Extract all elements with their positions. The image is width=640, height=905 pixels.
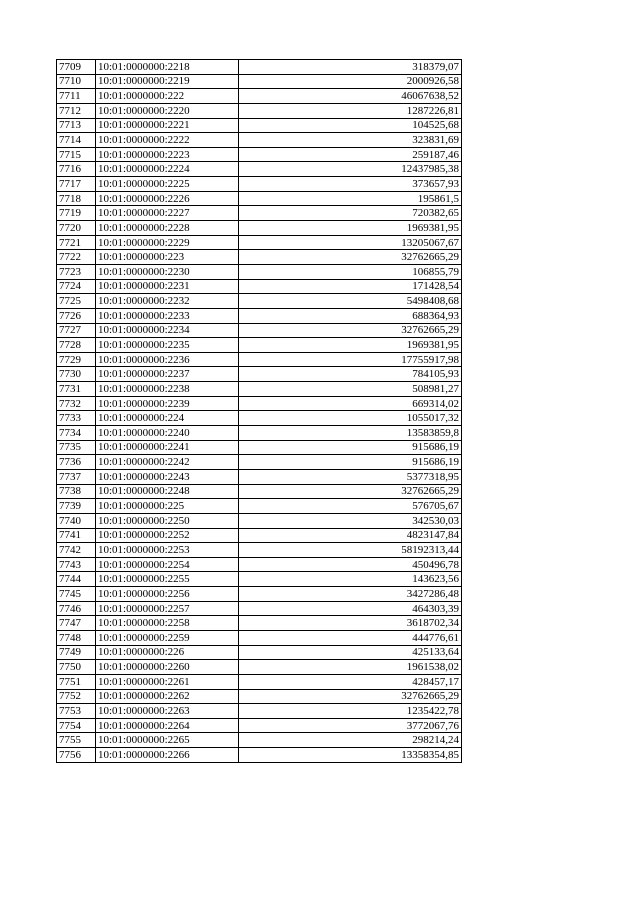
value-cell: 13583859,8 bbox=[239, 426, 462, 441]
table-row bbox=[57, 221, 462, 236]
value-cell: 508981,27 bbox=[239, 382, 462, 397]
row-number-cell: 7713 bbox=[57, 118, 96, 133]
table-row bbox=[57, 250, 462, 265]
table-row bbox=[57, 557, 462, 572]
cadastral-number-cell: 10:01:0000000:2264 bbox=[96, 718, 239, 733]
cadastral-number-cell: 10:01:0000000:2231 bbox=[96, 279, 239, 294]
value-cell: 1961538,02 bbox=[239, 660, 462, 675]
table-row bbox=[57, 704, 462, 719]
value-cell: 106855,79 bbox=[239, 264, 462, 279]
value-cell: 669314,02 bbox=[239, 396, 462, 411]
table-row bbox=[57, 718, 462, 733]
value-cell: 444776,61 bbox=[239, 630, 462, 645]
table-row bbox=[57, 616, 462, 631]
cadastral-number-cell: 10:01:0000000:2258 bbox=[96, 616, 239, 631]
cadastral-number-cell: 10:01:0000000:2220 bbox=[96, 103, 239, 118]
row-number-cell: 7743 bbox=[57, 557, 96, 572]
value-cell: 720382,65 bbox=[239, 206, 462, 221]
row-number-cell: 7746 bbox=[57, 601, 96, 616]
table-row bbox=[57, 469, 462, 484]
row-number-cell: 7756 bbox=[57, 748, 96, 763]
row-number-cell: 7717 bbox=[57, 177, 96, 192]
table-row bbox=[57, 440, 462, 455]
row-number-cell: 7721 bbox=[57, 235, 96, 250]
cadastral-number-cell: 10:01:0000000:2256 bbox=[96, 587, 239, 602]
table-row bbox=[57, 352, 462, 367]
row-number-cell: 7728 bbox=[57, 338, 96, 353]
table-row bbox=[57, 279, 462, 294]
value-cell: 195861,5 bbox=[239, 191, 462, 206]
table-row bbox=[57, 426, 462, 441]
value-cell: 32762665,29 bbox=[239, 484, 462, 499]
cadastral-number-cell: 10:01:0000000:2260 bbox=[96, 660, 239, 675]
table-row bbox=[57, 264, 462, 279]
cadastral-number-cell: 10:01:0000000:2222 bbox=[96, 133, 239, 148]
cadastral-number-cell: 10:01:0000000:2227 bbox=[96, 206, 239, 221]
row-number-cell: 7751 bbox=[57, 674, 96, 689]
cadastral-number-cell: 10:01:0000000:2261 bbox=[96, 674, 239, 689]
cadastral-number-cell: 10:01:0000000:2219 bbox=[96, 74, 239, 89]
row-number-cell: 7741 bbox=[57, 528, 96, 543]
row-number-cell: 7748 bbox=[57, 630, 96, 645]
cadastral-number-cell: 10:01:0000000:2262 bbox=[96, 689, 239, 704]
row-number-cell: 7745 bbox=[57, 587, 96, 602]
table-row bbox=[57, 103, 462, 118]
row-number-cell: 7744 bbox=[57, 572, 96, 587]
table-row bbox=[57, 733, 462, 748]
table-row bbox=[57, 396, 462, 411]
row-number-cell: 7731 bbox=[57, 382, 96, 397]
cadastral-number-cell: 10:01:0000000:2238 bbox=[96, 382, 239, 397]
row-number-cell: 7722 bbox=[57, 250, 96, 265]
row-number-cell: 7709 bbox=[57, 60, 96, 75]
value-cell: 13358354,85 bbox=[239, 748, 462, 763]
cadastral-number-cell: 10:01:0000000:2263 bbox=[96, 704, 239, 719]
table-row bbox=[57, 484, 462, 499]
value-cell: 576705,67 bbox=[239, 499, 462, 514]
cadastral-number-cell: 10:01:0000000:2225 bbox=[96, 177, 239, 192]
value-cell: 318379,07 bbox=[239, 60, 462, 75]
cadastral-number-cell: 10:01:0000000:223 bbox=[96, 250, 239, 265]
value-cell: 32762665,29 bbox=[239, 250, 462, 265]
cadastral-number-cell: 10:01:0000000:2228 bbox=[96, 221, 239, 236]
cadastral-number-cell: 10:01:0000000:2252 bbox=[96, 528, 239, 543]
cadastral-number-cell: 10:01:0000000:2239 bbox=[96, 396, 239, 411]
table-row bbox=[57, 89, 462, 104]
table-row bbox=[57, 323, 462, 338]
table-row bbox=[57, 748, 462, 763]
table-row bbox=[57, 411, 462, 426]
value-cell: 46067638,52 bbox=[239, 89, 462, 104]
cadastral-number-cell: 10:01:0000000:2226 bbox=[96, 191, 239, 206]
value-cell: 373657,93 bbox=[239, 177, 462, 192]
cadastral-number-cell: 10:01:0000000:2237 bbox=[96, 367, 239, 382]
value-cell: 13205067,67 bbox=[239, 235, 462, 250]
table-row bbox=[57, 660, 462, 675]
table-row bbox=[57, 543, 462, 558]
row-number-cell: 7750 bbox=[57, 660, 96, 675]
value-cell: 464303,39 bbox=[239, 601, 462, 616]
row-number-cell: 7733 bbox=[57, 411, 96, 426]
cadastral-number-cell: 10:01:0000000:2259 bbox=[96, 630, 239, 645]
row-number-cell: 7725 bbox=[57, 294, 96, 309]
value-cell: 915686,19 bbox=[239, 455, 462, 470]
cadastral-number-cell: 10:01:0000000:225 bbox=[96, 499, 239, 514]
row-number-cell: 7747 bbox=[57, 616, 96, 631]
value-cell: 298214,24 bbox=[239, 733, 462, 748]
value-cell: 2000926,58 bbox=[239, 74, 462, 89]
row-number-cell: 7711 bbox=[57, 89, 96, 104]
table-row bbox=[57, 74, 462, 89]
row-number-cell: 7730 bbox=[57, 367, 96, 382]
row-number-cell: 7729 bbox=[57, 352, 96, 367]
cadastral-number-cell: 10:01:0000000:2223 bbox=[96, 147, 239, 162]
value-cell: 171428,54 bbox=[239, 279, 462, 294]
value-cell: 425133,64 bbox=[239, 645, 462, 660]
row-number-cell: 7749 bbox=[57, 645, 96, 660]
table-row bbox=[57, 513, 462, 528]
table-row bbox=[57, 206, 462, 221]
row-number-cell: 7755 bbox=[57, 733, 96, 748]
cadastral-number-cell: 10:01:0000000:2218 bbox=[96, 60, 239, 75]
row-number-cell: 7719 bbox=[57, 206, 96, 221]
value-cell: 342530,03 bbox=[239, 513, 462, 528]
row-number-cell: 7753 bbox=[57, 704, 96, 719]
table-row bbox=[57, 308, 462, 323]
cadastral-number-cell: 10:01:0000000:2248 bbox=[96, 484, 239, 499]
cadastral-number-cell: 10:01:0000000:2229 bbox=[96, 235, 239, 250]
table-row bbox=[57, 587, 462, 602]
value-cell: 17755917,98 bbox=[239, 352, 462, 367]
table-row bbox=[57, 499, 462, 514]
value-cell: 58192313,44 bbox=[239, 543, 462, 558]
row-number-cell: 7712 bbox=[57, 103, 96, 118]
value-cell: 1287226,81 bbox=[239, 103, 462, 118]
cadastral-number-cell: 10:01:0000000:2234 bbox=[96, 323, 239, 338]
table-row bbox=[57, 338, 462, 353]
value-cell: 5498408,68 bbox=[239, 294, 462, 309]
value-cell: 1235422,78 bbox=[239, 704, 462, 719]
table-row bbox=[57, 294, 462, 309]
row-number-cell: 7727 bbox=[57, 323, 96, 338]
row-number-cell: 7732 bbox=[57, 396, 96, 411]
value-cell: 4823147,84 bbox=[239, 528, 462, 543]
value-cell: 259187,46 bbox=[239, 147, 462, 162]
table-row bbox=[57, 118, 462, 133]
row-number-cell: 7739 bbox=[57, 499, 96, 514]
value-cell: 784105,93 bbox=[239, 367, 462, 382]
table-row bbox=[57, 133, 462, 148]
value-cell: 3427286,48 bbox=[239, 587, 462, 602]
table-row bbox=[57, 367, 462, 382]
table-row bbox=[57, 162, 462, 177]
cadastral-number-cell: 10:01:0000000:222 bbox=[96, 89, 239, 104]
value-cell: 32762665,29 bbox=[239, 689, 462, 704]
value-cell: 104525,68 bbox=[239, 118, 462, 133]
row-number-cell: 7710 bbox=[57, 74, 96, 89]
table-row bbox=[57, 455, 462, 470]
row-number-cell: 7735 bbox=[57, 440, 96, 455]
cadastral-number-cell: 10:01:0000000:2241 bbox=[96, 440, 239, 455]
cadastral-number-cell: 10:01:0000000:2243 bbox=[96, 469, 239, 484]
cadastral-number-cell: 10:01:0000000:2253 bbox=[96, 543, 239, 558]
row-number-cell: 7740 bbox=[57, 513, 96, 528]
cadastral-number-cell: 10:01:0000000:2250 bbox=[96, 513, 239, 528]
value-cell: 450496,78 bbox=[239, 557, 462, 572]
cadastral-number-cell: 10:01:0000000:2242 bbox=[96, 455, 239, 470]
cadastral-number-cell: 10:01:0000000:224 bbox=[96, 411, 239, 426]
row-number-cell: 7723 bbox=[57, 264, 96, 279]
cadastral-number-cell: 10:01:0000000:2230 bbox=[96, 264, 239, 279]
table-row bbox=[57, 177, 462, 192]
row-number-cell: 7737 bbox=[57, 469, 96, 484]
row-number-cell: 7716 bbox=[57, 162, 96, 177]
row-number-cell: 7754 bbox=[57, 718, 96, 733]
cadastral-number-cell: 10:01:0000000:2236 bbox=[96, 352, 239, 367]
table-row bbox=[57, 674, 462, 689]
value-cell: 32762665,29 bbox=[239, 323, 462, 338]
row-number-cell: 7726 bbox=[57, 308, 96, 323]
cadastral-number-cell: 10:01:0000000:2257 bbox=[96, 601, 239, 616]
table-row bbox=[57, 60, 462, 75]
value-cell: 1969381,95 bbox=[239, 221, 462, 236]
value-cell: 1055017,32 bbox=[239, 411, 462, 426]
cadastral-number-cell: 10:01:0000000:2221 bbox=[96, 118, 239, 133]
value-cell: 688364,93 bbox=[239, 308, 462, 323]
row-number-cell: 7720 bbox=[57, 221, 96, 236]
row-number-cell: 7714 bbox=[57, 133, 96, 148]
row-number-cell: 7724 bbox=[57, 279, 96, 294]
cadastral-number-cell: 10:01:0000000:2240 bbox=[96, 426, 239, 441]
table-row bbox=[57, 689, 462, 704]
row-number-cell: 7738 bbox=[57, 484, 96, 499]
table-row bbox=[57, 601, 462, 616]
value-cell: 323831,69 bbox=[239, 133, 462, 148]
value-cell: 3618702,34 bbox=[239, 616, 462, 631]
table-row bbox=[57, 382, 462, 397]
row-number-cell: 7752 bbox=[57, 689, 96, 704]
value-cell: 1969381,95 bbox=[239, 338, 462, 353]
cadastral-number-cell: 10:01:0000000:2233 bbox=[96, 308, 239, 323]
cadastral-number-cell: 10:01:0000000:2255 bbox=[96, 572, 239, 587]
value-cell: 5377318,95 bbox=[239, 469, 462, 484]
row-number-cell: 7715 bbox=[57, 147, 96, 162]
value-cell: 428457,17 bbox=[239, 674, 462, 689]
table-row bbox=[57, 147, 462, 162]
cadastral-number-cell: 10:01:0000000:2265 bbox=[96, 733, 239, 748]
cadastral-number-cell: 10:01:0000000:2224 bbox=[96, 162, 239, 177]
value-cell: 12437985,38 bbox=[239, 162, 462, 177]
cadastral-value-table bbox=[56, 59, 462, 763]
cadastral-number-cell: 10:01:0000000:2254 bbox=[96, 557, 239, 572]
table-row bbox=[57, 630, 462, 645]
table-row bbox=[57, 528, 462, 543]
row-number-cell: 7718 bbox=[57, 191, 96, 206]
table-row bbox=[57, 191, 462, 206]
value-cell: 3772067,76 bbox=[239, 718, 462, 733]
cadastral-number-cell: 10:01:0000000:2266 bbox=[96, 748, 239, 763]
cadastral-number-cell: 10:01:0000000:226 bbox=[96, 645, 239, 660]
table-row bbox=[57, 645, 462, 660]
table-row bbox=[57, 572, 462, 587]
cadastral-number-cell: 10:01:0000000:2232 bbox=[96, 294, 239, 309]
value-cell: 915686,19 bbox=[239, 440, 462, 455]
row-number-cell: 7736 bbox=[57, 455, 96, 470]
value-cell: 143623,56 bbox=[239, 572, 462, 587]
row-number-cell: 7734 bbox=[57, 426, 96, 441]
cadastral-number-cell: 10:01:0000000:2235 bbox=[96, 338, 239, 353]
row-number-cell: 7742 bbox=[57, 543, 96, 558]
table-body bbox=[57, 60, 462, 763]
table-row bbox=[57, 235, 462, 250]
